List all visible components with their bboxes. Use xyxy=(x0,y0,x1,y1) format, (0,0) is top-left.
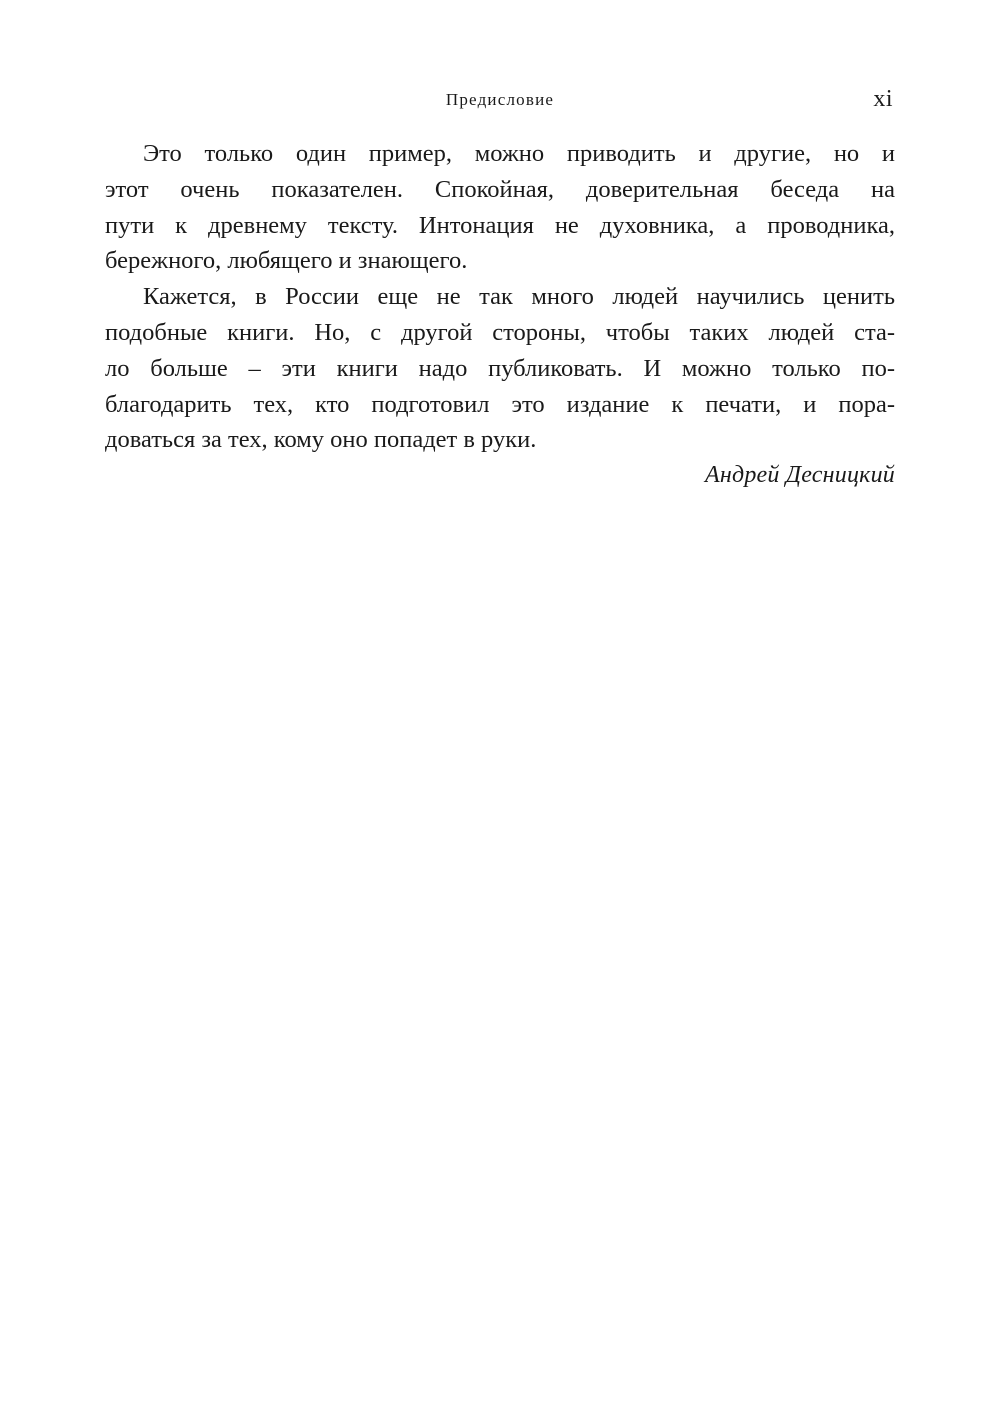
text-line: бережного, любящего и знающего. xyxy=(105,247,468,275)
page-number: xi xyxy=(873,86,893,112)
text-line: благодарить тех, кто подготовил это издание к печати, и пора- xyxy=(105,390,895,418)
paragraph-2 xyxy=(105,279,895,458)
text-line: пути к древнему тексту. Интонация не духовника, а проводника, xyxy=(105,211,895,239)
running-head xyxy=(105,88,895,118)
text-line: этот очень показателен. Спокойная, доверительная беседа на xyxy=(105,175,895,203)
paragraph-1 xyxy=(105,136,895,279)
text-line: Кажется, в России еще не так много людей научились ценить xyxy=(143,283,895,311)
text-line: подобные книги. Но, с другой стороны, чтобы таких людей ста- xyxy=(105,318,895,346)
text-line: Это только один пример, можно приводить и другие, но и xyxy=(143,140,895,167)
text-line: доваться за тех, кому оно попадет в руки. xyxy=(105,426,537,454)
running-title: Предисловие xyxy=(445,90,555,109)
author-signature: Андрей Десницкий xyxy=(705,462,895,488)
text-line: ло больше – эти книги надо публиковать. И можно только по- xyxy=(105,354,895,382)
body-text xyxy=(105,136,895,458)
